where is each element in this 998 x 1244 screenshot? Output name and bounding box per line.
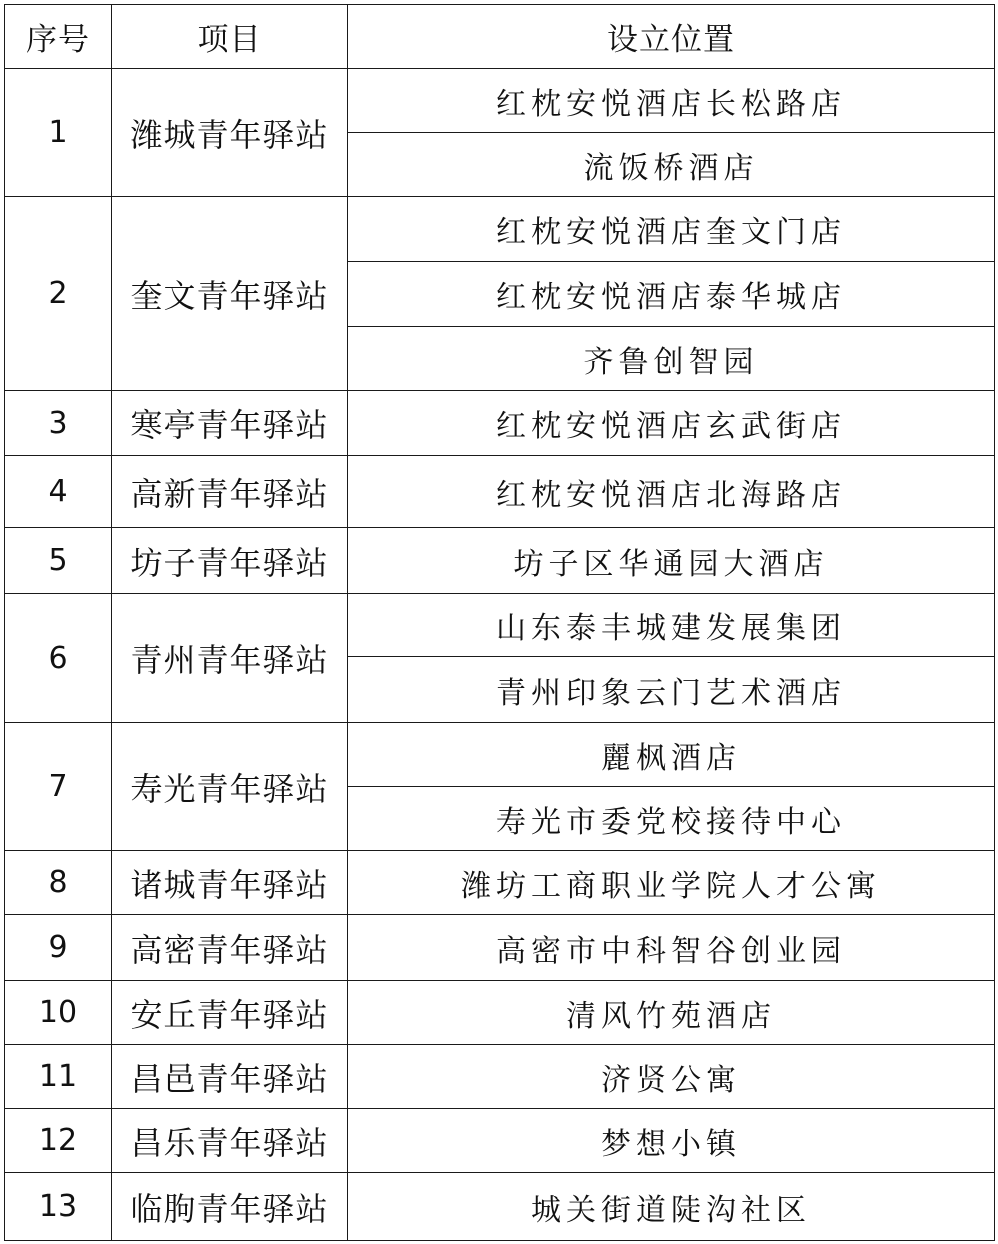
table-row (5, 851, 995, 915)
row-project: 高密青年驿站 (112, 915, 348, 981)
row-seq: 11 (5, 1045, 112, 1109)
row-location: 高密市中科智谷创业园 (348, 915, 995, 981)
row-location: 流饭桥酒店 (348, 133, 995, 197)
row-seq: 2 (5, 197, 112, 391)
row-project: 临朐青年驿站 (112, 1173, 348, 1241)
header-seq: 序号 (5, 5, 112, 69)
row-location: 寿光市委党校接待中心 (348, 787, 995, 851)
row-location: 坊子区华通园大酒店 (348, 528, 995, 594)
row-location: 齐鲁创智园 (348, 327, 995, 391)
row-location: 济贤公寓 (348, 1045, 995, 1109)
row-project: 寒亭青年驿站 (112, 391, 348, 456)
row-seq: 5 (5, 528, 112, 594)
table-row (5, 723, 995, 787)
row-seq: 4 (5, 456, 112, 528)
row-project: 诸城青年驿站 (112, 851, 348, 915)
row-seq: 9 (5, 915, 112, 981)
header-location: 设立位置 (348, 5, 995, 69)
row-seq: 6 (5, 594, 112, 723)
row-location: 麗枫酒店 (348, 723, 995, 787)
row-seq: 3 (5, 391, 112, 456)
row-location: 潍坊工商职业学院人才公寓 (348, 851, 995, 915)
header-row (5, 5, 995, 69)
row-project: 奎文青年驿站 (112, 197, 348, 391)
row-location: 清风竹苑酒店 (348, 981, 995, 1045)
table-row (5, 197, 995, 262)
youth-station-table (4, 4, 995, 1241)
row-location: 城关街道陡沟社区 (348, 1173, 995, 1241)
table-row (5, 1109, 995, 1173)
table-row (5, 391, 995, 456)
row-project: 高新青年驿站 (112, 456, 348, 528)
table-row (5, 594, 995, 657)
row-project: 潍城青年驿站 (112, 69, 348, 197)
row-project: 寿光青年驿站 (112, 723, 348, 851)
row-seq: 1 (5, 69, 112, 197)
table-row (5, 915, 995, 981)
row-location: 红枕安悦酒店奎文门店 (348, 197, 995, 262)
row-seq: 12 (5, 1109, 112, 1173)
row-location: 红枕安悦酒店泰华城店 (348, 262, 995, 327)
row-project: 青州青年驿站 (112, 594, 348, 723)
header-project: 项目 (112, 5, 348, 69)
table-row (5, 69, 995, 133)
row-project: 安丘青年驿站 (112, 981, 348, 1045)
row-project: 昌乐青年驿站 (112, 1109, 348, 1173)
table-row (5, 528, 995, 594)
row-seq: 10 (5, 981, 112, 1045)
row-seq: 13 (5, 1173, 112, 1241)
table-row (5, 456, 995, 528)
table-row (5, 1045, 995, 1109)
row-project: 昌邑青年驿站 (112, 1045, 348, 1109)
table-row (5, 1173, 995, 1241)
row-location: 山东泰丰城建发展集团 (348, 594, 995, 657)
row-seq: 8 (5, 851, 112, 915)
row-location: 红枕安悦酒店北海路店 (348, 456, 995, 528)
row-project: 坊子青年驿站 (112, 528, 348, 594)
row-location: 青州印象云门艺术酒店 (348, 657, 995, 723)
row-location: 红枕安悦酒店玄武街店 (348, 391, 995, 456)
table-row (5, 981, 995, 1045)
row-location: 梦想小镇 (348, 1109, 995, 1173)
row-location: 红枕安悦酒店长松路店 (348, 69, 995, 133)
row-seq: 7 (5, 723, 112, 851)
